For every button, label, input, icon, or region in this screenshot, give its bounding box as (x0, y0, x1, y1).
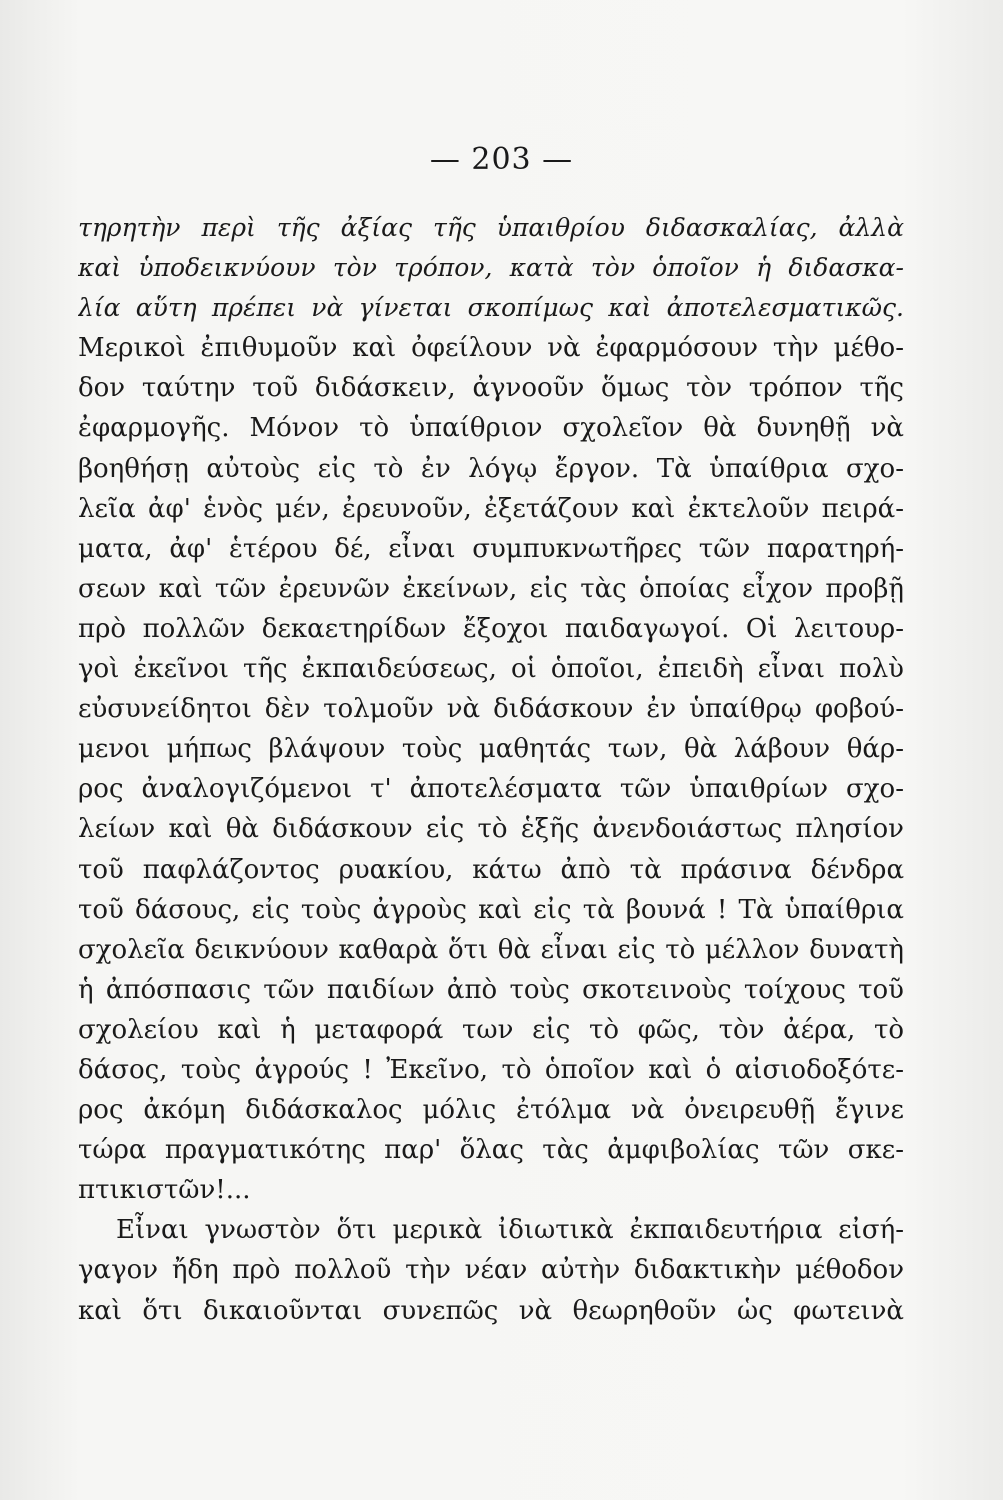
text-line: Μερικοὶ ἐπιθυμοῦν καὶ ὀφείλουν νὰ ἐφαρμόσουν τὴν μέθο- (78, 333, 904, 364)
text-line: τώρα πραγματικότης παρ' ὅλας τὰς ἀμφιβολίας τῶν σκε- (78, 1135, 904, 1166)
text-line: τηρητὴν περὶ τῆς ἀξίας τῆς ὑπαιθρίου διδασκαλίας, ἀλλὰ (78, 213, 904, 242)
text-line: ρος ἀναλογιζόμενοι τ' ἀποτελέσματα τῶν ὑπαιθρίων σχο- (78, 774, 904, 805)
text-line: καὶ ὑποδεικνύουν τὸν τρόπον, κατὰ τὸν ὁποῖον ἡ διδασκα- (78, 253, 904, 283)
text-line: γαγον ἤδη πρὸ πολλοῦ τὴν νέαν αὐτὴν διδακτικὴν μέθοδον (78, 1255, 904, 1286)
text-line: ρος ἀκόμη διδάσκαλος μόλις ἐτόλμα νὰ ὀνειρευθῇ ἔγινε (78, 1095, 904, 1126)
text-line: βοηθήσῃ αὐτοὺς εἰς τὸ ἐν λόγῳ ἔργον. Τὰ ὑπαίθρια σχο- (78, 453, 904, 484)
text-line: σεων καὶ τῶν ἐρευνῶν ἐκείνων, εἰς τὰς ὁποίας εἶχον προβῇ (78, 573, 904, 604)
text-line: λεῖα ἀφ' ἑνὸς μέν, ἐρευνοῦν, ἐξετάζουν καὶ ἐκτελοῦν πειρά- (78, 493, 904, 524)
text-line: Εἶναι γνωστὸν ὅτι μερικὰ ἰδιωτικὰ ἐκπαιδευτήρια εἰσή- (116, 1215, 904, 1246)
body-text (78, 208, 904, 1331)
text-line: πρὸ πολλῶν δεκαετηρίδων ἔξοχοι παιδαγωγοί. Οἱ λειτουρ- (78, 613, 904, 644)
text-line: λείων καὶ θὰ διδάσκουν εἰς τὸ ἑξῆς ἀνενδοιάστως πλησίον (78, 814, 904, 845)
text-line: πτικιστῶν!... (78, 1175, 251, 1206)
text-line: λία αὕτη πρέπει νὰ γίνεται σκοπίμως καὶ ἀποτελεσματικῶς. (78, 293, 904, 323)
text-line: σχολείου καὶ ἡ μεταφορά των εἰς τὸ φῶς, τὸν ἀέρα, τὸ (78, 1014, 904, 1045)
text-line: τοῦ παφλάζοντος ρυακίου, κάτω ἀπὸ τὰ πράσινα δένδρα (78, 854, 904, 885)
text-line: ἡ ἀπόσπασις τῶν παιδίων ἀπὸ τοὺς σκοτεινοὺς τοίχους τοῦ (78, 974, 904, 1005)
text-line: γοὶ ἐκεῖνοι τῆς ἐκπαιδεύσεως, οἱ ὁποῖοι, ἐπειδὴ εἶναι πολὺ (78, 654, 904, 685)
text-line: μενοι μήπως βλάψουν τοὺς μαθητάς των, θὰ λάβουν θάρ- (78, 734, 904, 765)
text-line: σχολεῖα δεικνύουν καθαρὰ ὅτι θὰ εἶναι εἰς τὸ μέλλον δυνατὴ (78, 934, 904, 965)
text-line: τοῦ δάσους, εἰς τοὺς ἀγροὺς καὶ εἰς τὰ βουνά ! Τὰ ὑπαίθρια (78, 894, 904, 925)
text-line: εὐσυνείδητοι δὲν τολμοῦν νὰ διδάσκουν ἐν ὑπαίθρῳ φοβού- (78, 694, 904, 725)
text-line: ἐφαρμογῆς. Μόνον τὸ ὑπαίθριον σχολεῖον θὰ δυνηθῇ νὰ (78, 413, 904, 444)
text-line: ματα, ἀφ' ἑτέρου δέ, εἶναι συμπυκνωτῆρες τῶν παρατηρή- (78, 533, 904, 564)
page-number: — 203 — (429, 142, 574, 177)
text-line: δάσος, τοὺς ἀγρούς ! Ἐκεῖνο, τὸ ὁποῖον καὶ ὁ αἰσιοδοξότε- (78, 1054, 904, 1085)
text-line: καὶ ὅτι δικαιοῦνται συνεπῶς νὰ θεωρηθοῦν ὡς φωτεινὰ (78, 1295, 904, 1326)
text-line: δον ταύτην τοῦ διδάσκειν, ἀγνοοῦν ὅμως τὸν τρόπον τῆς (78, 373, 904, 404)
